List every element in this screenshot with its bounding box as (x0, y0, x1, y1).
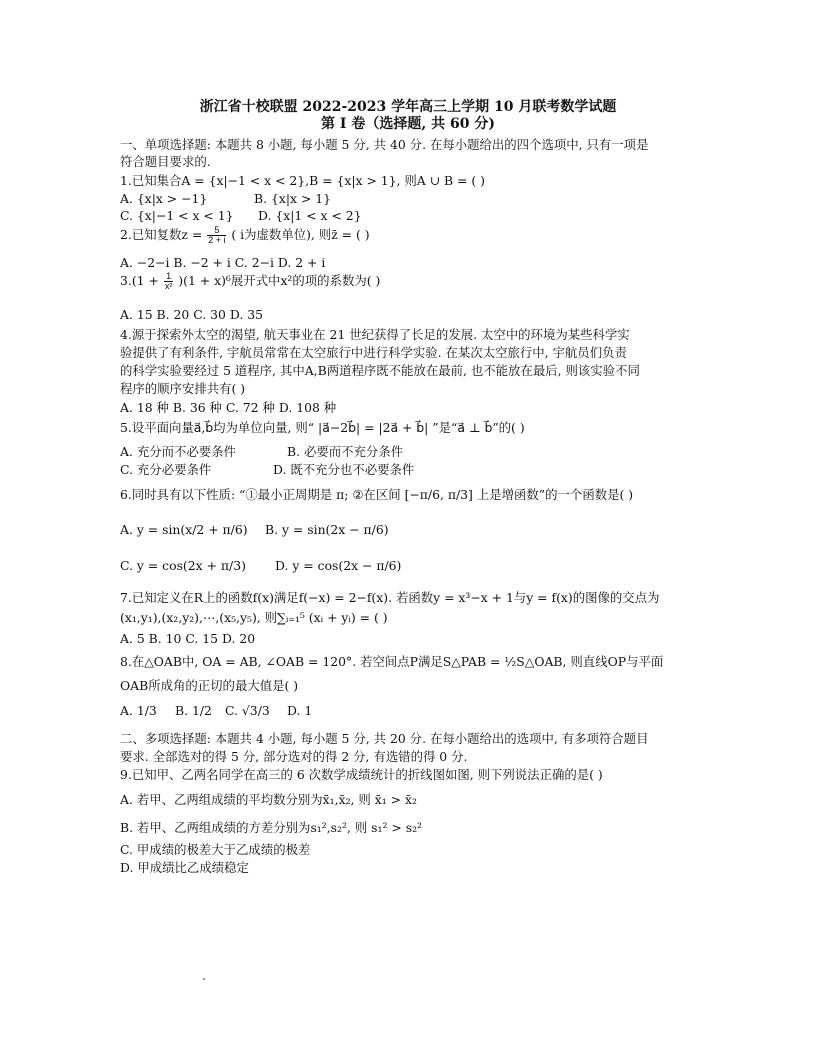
q8-line2: OAB所成角的正切的最大值是( ) (120, 678, 299, 693)
q1-stem: 1.已知集合A = {x|−1 < x < 2},B = {x|x > 1}, 则A ∪ B = ( ) (120, 173, 485, 188)
exam-title: 浙江省十校联盟 2022-2023 学年高三上学期 10 月联考数学试题 (199, 99, 617, 115)
q6-stem-suffix: 上是增函数”的一个函数是( ) (476, 487, 634, 502)
q3-suffix: )(1 + x)⁶展开式中x²的项的系数为( ) (178, 273, 381, 288)
q7-line1: 7.已知定义在R上的函数f(x)满足f(−x) = 2−f(x). 若函数y = x³−x + 1与y = f(x)的图像的交点为 (120, 590, 660, 605)
q8-option-c: C. √3/3 (225, 703, 270, 718)
q9-option-a: A. 若甲、乙两组成绩的平均数分别为x̄₁,x̄₂, 则 x̄₁ > x̄₂ (120, 792, 417, 807)
q3-stem (120, 272, 380, 291)
q2-fraction (207, 226, 226, 245)
q3-fraction (164, 272, 174, 291)
q9-option-d: D. 甲成绩比乙成绩稳定 (120, 860, 249, 875)
q8-option-d: D. 1 (287, 703, 313, 718)
q2-stem (120, 226, 370, 245)
q2-frac-den: 2 + i (208, 235, 226, 245)
q9-option-c: C. 甲成绩的极差大于乙成绩的极差 (120, 842, 311, 857)
q6-option-d: D. y = cos(2x − π/6) (275, 558, 402, 573)
q6-stem-prefix: 6.同时具有以下性质: “①最小正周期是 π; ②在区间 (120, 487, 401, 502)
q6-option-c: C. y = cos(2x + π/3) (120, 558, 246, 573)
q3-frac-den: x² (164, 281, 173, 291)
q6-option-a: A. y = sin(x/2 + π/6) (120, 522, 248, 537)
section1-heading-line1: 一、单项选择题: 本题共 8 小题, 每小题 5 分, 共 40 分. 在每小题给出的四个选项中, 只有一项是 (120, 137, 649, 152)
q4-line4: 程序的顺序安排共有( ) (120, 381, 246, 396)
q3-frac-num: 1 (164, 272, 174, 282)
section1-heading-line2: 符合题目要求的. (120, 154, 211, 169)
q5-stem: 5.设平面向量a⃗,b⃗均为单位向量, 则“ |a⃗−2b⃗| = |2a⃗ + b⃗| ”是“a⃗ ⊥ b⃗”的( ) (120, 420, 525, 435)
q8-line1: 8.在△OAB中, OA = AB, ∠OAB = 120°. 若空间点P满足S△PAB = ½S△OAB, 则直线OP与平面 (120, 654, 664, 669)
q3-options: A. 15 B. 20 C. 30 D. 35 (120, 307, 263, 322)
q1-option-b: B. {x|x > 1} (254, 191, 332, 206)
q6-stem (120, 487, 633, 503)
q9-stem: 9.已知甲、乙两名同学在高三的 6 次数学成绩统计的折线图如图, 则下列说法正确的是( ) (120, 767, 603, 782)
q2-options: A. −2−i B. −2 + i C. 2−i D. 2 + i (120, 255, 326, 270)
q9-option-b: B. 若甲、乙两组成绩的方差分别为s₁²,s₂², 则 s₁² > s₂² (120, 820, 423, 835)
stray-dot (203, 978, 205, 980)
section-title: 第 I 卷（选择题, 共 60 分) (321, 116, 495, 132)
q4-line1: 4.源于探索外太空的渴望, 航天事业在 21 世纪获得了长足的发展. 太空中的环境为某些科学实 (120, 327, 630, 342)
q2-prefix: 2.已知复数z = (120, 227, 203, 242)
section2-heading-line2: 要求. 全部选对的得 5 分, 部分选对的得 2 分, 有选错的得 0 分. (120, 749, 468, 764)
q5-option-c: C. 充分必要条件 (120, 462, 212, 477)
q7-options: A. 5 B. 10 C. 15 D. 20 (120, 631, 256, 646)
q8-option-b: B. 1/2 (175, 703, 212, 718)
q4-options: A. 18 种 B. 36 种 C. 72 种 D. 108 种 (120, 400, 337, 415)
q4-line2: 验提供了有利条件, 宇航员常常在太空旅行中进行科学实验. 在某次太空旅行中, 宇航员们负责 (120, 345, 627, 360)
q8-option-a: A. 1/3 (120, 703, 157, 718)
q7-line2: (x₁,y₁),(x₂,y₂),⋯,(x₅,y₅), 则∑ᵢ₌₁⁵ (xᵢ + yᵢ) = ( ) (120, 610, 388, 625)
q2-frac-num: 5 (207, 226, 226, 236)
q5-option-b: B. 必要而不充分条件 (287, 444, 404, 459)
q1-option-c: C. {x|−1 < x < 1} (120, 208, 234, 223)
q5-option-d: D. 既不充分也不必要条件 (273, 462, 415, 477)
q1-option-d: D. {x|1 < x < 2} (258, 208, 362, 223)
q5-option-a: A. 充分而不必要条件 (120, 444, 236, 459)
q6-option-b: B. y = sin(2x − π/6) (265, 522, 389, 537)
q1-option-a: A. {x|x > −1} (120, 191, 208, 206)
q4-line3: 的科学实验要经过 5 道程序, 其中A,B两道程序既不能放在最前, 也不能放在最后, 则该实验不同 (120, 363, 640, 378)
q6-interval: [−π/6, π/3] (404, 487, 473, 502)
q3-prefix: 3.(1 + (120, 273, 159, 288)
q2-suffix: ( i为虚数单位), 则z̄ = ( ) (231, 227, 370, 242)
section2-heading-line1: 二、多项选择题: 本题共 4 小题, 每小题 5 分, 共 20 分. 在每小题给出的选项中, 有多项符合题目 (120, 731, 649, 746)
